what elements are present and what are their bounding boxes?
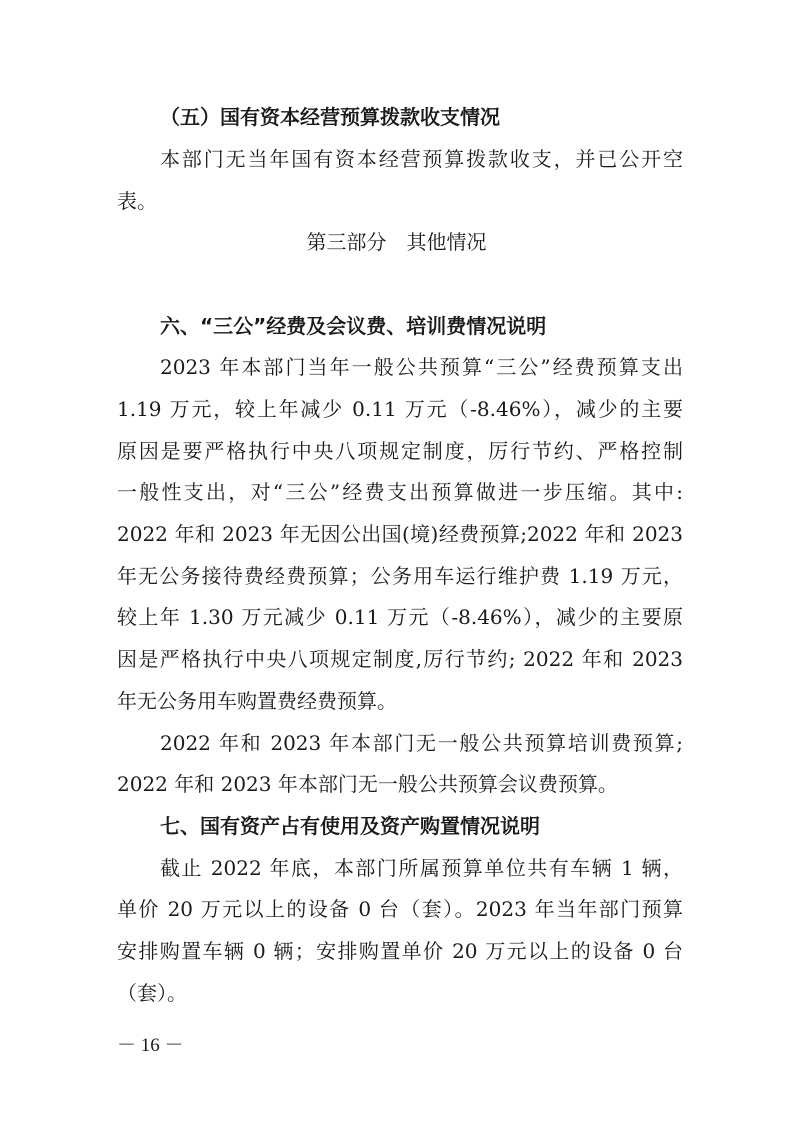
paragraph-line: 2022 年和 2023 年本部门无一般公共预算培训费预算; [160,731,683,755]
paragraph-line: 2023 年本部门当年一般公共预算“三公”经费预算支出 [160,355,683,379]
paragraph-line: 安排购置车辆 0 辆；安排购置单价 20 万元以上的设备 0 台 [117,939,683,963]
paragraph-line: 本部门无当年国有资本经营预算拨款收支，并已公开空 [160,147,683,171]
paragraph-line: （套）。 [117,981,187,1005]
paragraph-line: 1.19 万元，较上年减少 0.11 万元（-8.46%），减少的主要 [117,397,683,421]
paragraph-line: 年无公务用车购置费经费预算。 [117,689,397,713]
paragraph-line: 因是严格执行中央八项规定制度,厉行节约; 2022 年和 2023 [117,647,683,671]
page-number: － 16 － [117,1035,184,1056]
paragraph-line: 截止 2022 年底，本部门所属预算单位共有车辆 1 辆， [160,856,683,880]
paragraph-line: 一般性支出，对“三公”经费支出预算做进一步压缩。其中: [117,480,683,504]
part3-heading: 第三部分 其他情况 [306,230,487,254]
paragraph-line: 原因是要严格执行中央八项规定制度，厉行节约、严格控制 [117,439,683,463]
paragraph-line: 单价 20 万元以上的设备 0 台（套）。2023 年当年部门预算 [117,897,683,921]
paragraph-line: 表。 [117,189,157,213]
section6-heading: 六、“三公”经费及会议费、培训费情况说明 [160,314,547,338]
paragraph-line: 较上年 1.30 万元减少 0.11 万元（-8.46%），减少的主要原 [117,605,683,629]
paragraph-line: 2022 年和 2023 年无因公出国(境)经费预算;2022 年和 2023 [117,522,683,546]
paragraph-line: 2022 年和 2023 年本部门无一般公共预算会议费预算。 [117,772,618,796]
paragraph-line: 年无公务接待费经费预算；公务用车运行维护费 1.19 万元， [117,564,683,588]
section7-heading: 七、国有资产占有使用及资产购置情况说明 [160,814,540,838]
section5-heading: （五）国有资本经营预算拨款收支情况 [160,105,500,129]
